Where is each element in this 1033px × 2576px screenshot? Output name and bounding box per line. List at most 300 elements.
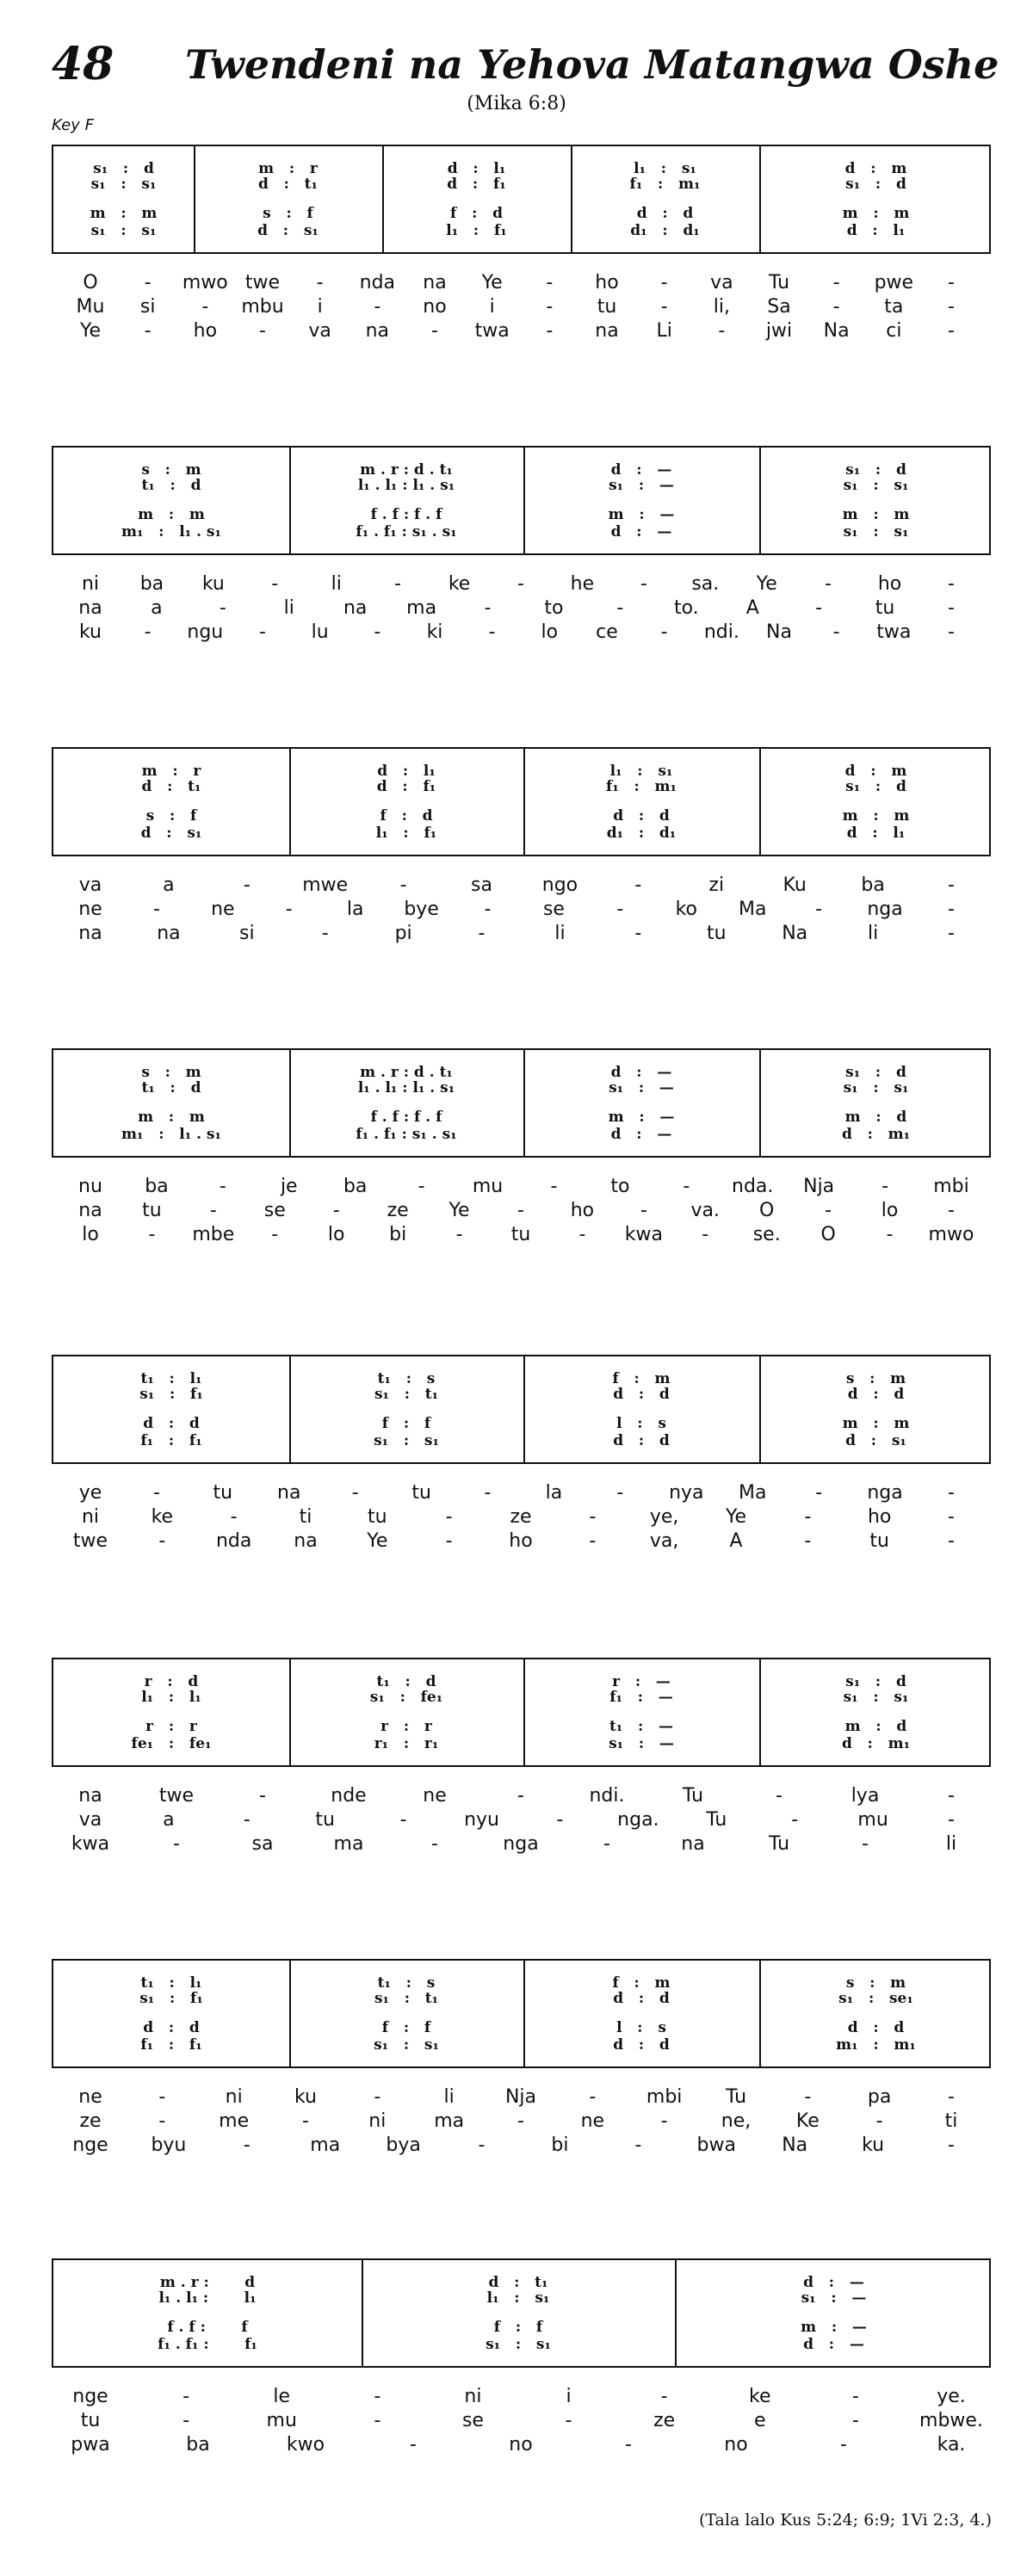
syllable-hyphen: - <box>243 1809 251 1831</box>
syllable: na <box>423 272 447 293</box>
syllable: li <box>283 597 294 619</box>
solfa-part-3: d : d <box>143 2019 200 2036</box>
solfa-part-2: l₁ . l₁ : l₁ <box>158 2289 257 2307</box>
syllable-hyphen: - <box>948 2134 955 2156</box>
syllable: i <box>317 296 323 318</box>
syllable-hyphen: - <box>948 1482 955 1504</box>
syllable-hyphen: - <box>517 573 524 595</box>
solfa-part-4: l₁ : f₁ <box>375 825 437 842</box>
syllable: pwe <box>874 272 914 293</box>
syllable: ci <box>886 320 902 342</box>
solfa-part-4: s₁ : s₁ <box>374 2036 439 2054</box>
syllable: byu <box>151 2134 187 2156</box>
key-signature: Key F <box>52 116 94 134</box>
syllable-hyphen: - <box>948 1809 955 1831</box>
syllable-hyphen: - <box>173 1833 180 1855</box>
syllable-hyphen: - <box>219 597 226 619</box>
lyric-line-verse-2 <box>52 296 991 322</box>
syllable: li, <box>713 296 730 318</box>
solfa-part-3: d : d <box>613 807 670 825</box>
syllable: Na <box>766 621 792 643</box>
syllable-hyphen: - <box>832 296 840 318</box>
syllable-hyphen: - <box>948 923 955 944</box>
syllable-hyphen: - <box>182 2386 190 2407</box>
syllable-hyphen: - <box>881 1176 889 1197</box>
syllable: ba <box>343 1176 368 1197</box>
syllable-hyphen: - <box>825 1200 832 1221</box>
syllable-hyphen: - <box>484 899 492 920</box>
syllable: twe <box>158 1785 195 1807</box>
solfa-part-1: t₁ : l₁ <box>140 1370 202 1387</box>
solfa-part-3: t₁ : — <box>609 1718 674 1735</box>
solfa-part-1: l₁ : s₁ <box>634 160 696 177</box>
syllable-hyphen: - <box>410 2434 417 2456</box>
solfa-part-3: m : — <box>608 1109 675 1126</box>
syllable: nga <box>867 1482 903 1504</box>
syllable: sa. <box>691 573 720 595</box>
syllable: ce <box>596 621 618 643</box>
syllable: ma <box>434 2110 465 2132</box>
solfa-part-2: f₁ : — <box>609 1689 673 1706</box>
syllable: Tu <box>682 1785 704 1807</box>
syllable: na <box>294 1530 318 1552</box>
syllable-hyphen: - <box>948 1530 955 1552</box>
syllable: ngo <box>541 874 578 896</box>
solfa-part-2: t₁ : d <box>141 477 201 494</box>
syllable: Ye <box>448 1200 470 1221</box>
syllable: lu <box>311 621 329 643</box>
solfa-part-4: m₁ : l₁ . s₁ <box>121 523 221 541</box>
syllable-hyphen: - <box>702 1224 709 1245</box>
syllable-hyphen: - <box>886 1224 894 1245</box>
solfa-part-4: s₁ : s₁ <box>90 222 157 239</box>
syllable-hyphen: - <box>804 1530 812 1552</box>
syllable: ko <box>675 899 698 920</box>
syllable: ti <box>299 1506 312 1528</box>
syllable: ta <box>884 296 904 318</box>
syllable: nga. <box>617 1809 659 1831</box>
syllable: Sa <box>767 296 791 318</box>
lyric-line-verse-2 <box>52 597 991 623</box>
syllable-hyphen: - <box>634 2134 642 2156</box>
syllable: i <box>566 2386 572 2407</box>
syllable-hyphen: - <box>589 1530 597 1552</box>
syllable-hyphen: - <box>374 296 381 318</box>
score-system <box>52 1658 991 1767</box>
syllable: bi <box>389 1224 407 1245</box>
syllable: va <box>308 320 331 342</box>
syllable: Ye <box>79 320 102 342</box>
syllable: na <box>78 923 102 944</box>
syllable-hyphen: - <box>158 1530 166 1552</box>
syllable: me <box>219 2110 250 2132</box>
syllable-hyphen: - <box>875 2110 883 2132</box>
syllable: tu <box>875 597 895 619</box>
solfa-part-4: d : s₁ <box>257 222 319 239</box>
syllable: twa <box>474 320 510 342</box>
syllable-hyphen: - <box>948 320 955 342</box>
footer-references: (Tala lalo Kus 5:24; 6:9; 1Vi 2:3, 4.) <box>698 2511 992 2530</box>
syllable: li <box>443 2086 455 2108</box>
score-system <box>52 2258 991 2368</box>
syllable: na <box>78 597 102 619</box>
syllable-hyphen: - <box>948 1506 955 1528</box>
lyric-line-verse-3 <box>52 1833 991 1859</box>
solfa-part-4: f₁ . f₁ : f₁ <box>158 2336 257 2353</box>
solfa-part-2: s₁ : — <box>801 2289 867 2307</box>
syllable: bya <box>386 2134 421 2156</box>
syllable: ba <box>861 874 885 896</box>
syllable: va <box>78 874 102 896</box>
syllable: Ye <box>367 1530 388 1552</box>
syllable: twa <box>876 621 912 643</box>
syllable-hyphen: - <box>243 2134 251 2156</box>
syllable: ni <box>368 2110 387 2132</box>
syllable: le <box>273 2386 291 2407</box>
syllable: Na <box>782 923 808 944</box>
syllable: a <box>163 874 175 896</box>
syllable-hyphen: - <box>550 1176 558 1197</box>
syllable: nge <box>72 2134 108 2156</box>
solfa-part-1: m . r : d <box>159 2274 256 2291</box>
solfa-part-2: s₁ : f₁ <box>139 1990 203 2007</box>
syllable: ke <box>749 2386 771 2407</box>
syllable: ne <box>580 2110 605 2132</box>
syllable: no <box>423 296 447 318</box>
syllable-hyphen: - <box>625 2434 632 2456</box>
solfa-part-3: m : — <box>801 2319 867 2336</box>
solfa-part-4: s₁ : s₁ <box>374 1432 439 1449</box>
syllable-hyphen: - <box>640 1200 647 1221</box>
lyric-line-verse-2 <box>52 1506 991 1532</box>
syllable-hyphen: - <box>271 1224 279 1245</box>
solfa-part-1: s : m <box>141 1064 201 1081</box>
solfa-part-1: s : m <box>845 1974 906 1992</box>
syllable: mbe <box>192 1224 235 1245</box>
syllable: ne <box>423 1785 447 1807</box>
hymn-title: Twendeni na Yehova Matangwa Oshe <box>185 41 999 88</box>
solfa-part-1: d : — <box>610 1064 672 1081</box>
syllable: ye. <box>937 2386 966 2407</box>
syllable-hyphen: - <box>478 2134 486 2156</box>
syllable-hyphen: - <box>351 1482 359 1504</box>
syllable-hyphen: - <box>321 923 329 944</box>
syllable: zi <box>708 874 725 896</box>
solfa-part-2: s₁ : s₁ <box>843 1689 909 1706</box>
lyric-line-verse-3 <box>52 2134 991 2160</box>
syllable: ma <box>310 2134 341 2156</box>
syllable: ka. <box>937 2434 966 2456</box>
solfa-part-1: f : m <box>612 1974 671 1992</box>
syllable: nga <box>503 1833 539 1855</box>
syllable: nyu <box>464 1809 499 1831</box>
syllable: twe <box>244 272 281 293</box>
solfa-part-4: m₁ : m₁ <box>836 2036 916 2054</box>
syllable: nu <box>78 1176 102 1197</box>
solfa-part-3: l : s <box>616 2019 666 2036</box>
score-system <box>52 446 991 555</box>
solfa-part-1: s₁ : d <box>845 1064 906 1081</box>
score-system <box>52 747 991 856</box>
syllable-hyphen: - <box>634 923 642 944</box>
lyric-line-verse-3 <box>52 923 991 948</box>
syllable: mwo <box>928 1224 974 1245</box>
syllable: kwa <box>71 1833 110 1855</box>
solfa-part-1: d : l₁ <box>377 763 436 780</box>
solfa-part-2: l₁ : l₁ <box>141 1689 201 1706</box>
syllable-hyphen: - <box>271 573 279 595</box>
syllable: ni <box>464 2386 482 2407</box>
syllable: na <box>343 597 368 619</box>
syllable: lo <box>327 1224 345 1245</box>
syllable: bwa <box>696 2134 736 2156</box>
syllable: la <box>346 899 364 920</box>
syllable: tu <box>142 1200 162 1221</box>
syllable: ku <box>294 2086 318 2108</box>
syllable: O <box>759 1200 775 1221</box>
syllable: tu <box>706 923 727 944</box>
solfa-part-3: m : m <box>138 506 205 523</box>
syllable: Na <box>823 320 850 342</box>
syllable: nda <box>359 272 396 293</box>
syllable: O <box>83 272 98 293</box>
hymn-number: 48 <box>52 38 114 90</box>
syllable-hyphen: - <box>948 1785 955 1807</box>
solfa-part-3: m : m <box>138 1109 205 1126</box>
syllable-hyphen: - <box>776 1785 782 1807</box>
syllable: ba <box>139 573 164 595</box>
syllable-hyphen: - <box>285 899 293 920</box>
syllable: lya <box>851 1785 880 1807</box>
syllable-hyphen: - <box>144 320 152 342</box>
syllable-hyphen: - <box>815 899 823 920</box>
syllable-hyphen: - <box>445 1530 453 1552</box>
lyric-line-verse-2 <box>52 2410 991 2436</box>
scripture-reference: (Mika 6:8) <box>467 93 566 114</box>
solfa-part-4: d : s₁ <box>140 825 202 842</box>
syllable-hyphen: - <box>640 573 647 595</box>
solfa-part-4: s₁ : s₁ <box>843 523 909 541</box>
syllable: a <box>163 1809 175 1831</box>
syllable-hyphen: - <box>616 597 624 619</box>
syllable: no <box>509 2434 533 2456</box>
syllable: Li <box>656 320 672 342</box>
syllable: to <box>544 597 564 619</box>
syllable: Ye <box>481 272 503 293</box>
syllable: A <box>745 597 759 619</box>
syllable: i <box>489 296 495 318</box>
syllable-hyphen: - <box>182 2410 190 2431</box>
syllable-hyphen: - <box>546 320 554 342</box>
syllable-hyphen: - <box>589 1506 597 1528</box>
syllable: mbu <box>241 296 284 318</box>
syllable: ho <box>570 1200 595 1221</box>
syllable: se <box>461 2410 484 2431</box>
lyric-line-verse-1 <box>52 1785 991 1811</box>
solfa-part-3: d : d <box>847 2019 905 2036</box>
syllable: mwo <box>182 272 228 293</box>
syllable-hyphen: - <box>718 320 726 342</box>
solfa-part-4: s₁ : s₁ <box>486 2336 551 2353</box>
syllable: Tu <box>706 1809 727 1831</box>
solfa-part-2: d : f₁ <box>447 176 506 193</box>
syllable-hyphen: - <box>243 874 251 896</box>
solfa-part-2: s₁ : t₁ <box>374 1386 439 1403</box>
solfa-part-2: f₁ : m₁ <box>629 176 701 193</box>
syllable: se <box>542 899 565 920</box>
solfa-part-4: f₁ . f₁ : s₁ . s₁ <box>356 1126 457 1143</box>
solfa-part-1: d : — <box>610 461 672 479</box>
syllable: Ke <box>795 2110 820 2132</box>
solfa-part-1: s₁ : d <box>93 160 154 177</box>
syllable: nda. <box>732 1176 774 1197</box>
syllable-hyphen: - <box>431 320 438 342</box>
solfa-part-1: d : t₁ <box>488 2274 548 2291</box>
syllable: e <box>753 2410 766 2431</box>
syllable: na <box>595 320 619 342</box>
syllable: Ye <box>756 573 777 595</box>
syllable: ni <box>225 2086 243 2108</box>
solfa-part-3: f : f <box>381 2019 431 2036</box>
syllable: Ma <box>738 899 767 920</box>
solfa-part-1: t₁ : s <box>377 1370 436 1387</box>
lyric-line-verse-1 <box>52 2086 991 2112</box>
lyric-line-verse-1 <box>52 1482 991 1508</box>
syllable: je <box>280 1176 298 1197</box>
syllable: ze <box>79 2110 102 2132</box>
syllable: tu <box>213 1482 233 1504</box>
syllable: va, <box>649 1530 679 1552</box>
syllable: mu <box>857 1809 888 1831</box>
syllable: li <box>867 923 879 944</box>
syllable: ne <box>78 2086 102 2108</box>
syllable: a <box>151 597 163 619</box>
syllable-hyphen: - <box>455 1224 463 1245</box>
solfa-part-2: l₁ . l₁ : l₁ . s₁ <box>357 1079 455 1096</box>
solfa-part-1: s₁ : d <box>845 1673 906 1690</box>
syllable-hyphen: - <box>484 1482 492 1504</box>
score-system <box>52 1959 991 2068</box>
syllable-hyphen: - <box>152 899 160 920</box>
solfa-part-4: d : — <box>610 1126 672 1143</box>
solfa-part-2: l₁ . l₁ : l₁ . s₁ <box>357 477 455 494</box>
solfa-part-2: d : t₁ <box>258 176 318 193</box>
score-system <box>52 1048 991 1158</box>
solfa-part-4: d₁ : d₁ <box>630 222 700 239</box>
solfa-part-3: m : m <box>842 506 910 523</box>
solfa-part-4: d : m₁ <box>841 1126 911 1143</box>
syllable-hyphen: - <box>634 874 642 896</box>
syllable-hyphen: - <box>259 621 266 643</box>
syllable-hyphen: - <box>230 1506 238 1528</box>
syllable: tu <box>597 296 617 318</box>
lyric-line-verse-1 <box>52 573 991 599</box>
solfa-part-4: m₁ : l₁ . s₁ <box>121 1126 221 1143</box>
syllable: Ku <box>782 874 807 896</box>
solfa-part-3: f : f <box>381 1415 431 1432</box>
syllable: sa <box>471 874 493 896</box>
syllable-hyphen: - <box>616 899 624 920</box>
solfa-part-4: fe₁ : fe₁ <box>131 1735 212 1752</box>
solfa-part-4: f₁ . f₁ : s₁ . s₁ <box>356 523 457 541</box>
syllable: na <box>78 1200 102 1221</box>
solfa-part-2: d : t₁ <box>141 778 201 795</box>
syllable: na <box>365 320 390 342</box>
syllable: Ye <box>725 1506 747 1528</box>
syllable: ba <box>186 2434 210 2456</box>
syllable-hyphen: - <box>660 2386 668 2407</box>
syllable: ni <box>81 1506 100 1528</box>
syllable: ni <box>81 573 100 595</box>
syllable-hyphen: - <box>815 597 823 619</box>
solfa-part-3: s : f <box>145 807 197 825</box>
syllable-hyphen: - <box>683 1176 690 1197</box>
syllable: ngu <box>187 621 224 643</box>
syllable-hyphen: - <box>603 1833 610 1855</box>
syllable: mu <box>472 1176 504 1197</box>
syllable: nde <box>331 1785 367 1807</box>
syllable: tu <box>869 1530 889 1552</box>
syllable-hyphen: - <box>418 1176 425 1197</box>
score-system <box>52 1355 991 1464</box>
solfa-part-2: s₁ : d <box>845 778 906 795</box>
solfa-part-1: m . r : d . t₁ <box>360 461 453 479</box>
lyric-line-verse-2 <box>52 1809 991 1835</box>
solfa-part-3: f : d <box>450 205 503 222</box>
solfa-part-3: f . f : f <box>167 2319 248 2336</box>
syllable: A <box>729 1530 743 1552</box>
syllable: mbwe. <box>919 2410 983 2431</box>
syllable-hyphen: - <box>517 1785 524 1807</box>
syllable: ho <box>867 1506 892 1528</box>
solfa-part-3: f . f : f . f <box>370 1109 442 1126</box>
syllable-hyphen: - <box>374 2086 381 2108</box>
lyric-line-verse-3 <box>52 1224 991 1250</box>
syllable: ma <box>406 597 437 619</box>
syllable-hyphen: - <box>302 2110 309 2132</box>
solfa-part-1: m : r <box>141 763 201 780</box>
syllable-hyphen: - <box>445 1506 453 1528</box>
lyric-line-verse-3 <box>52 2434 991 2460</box>
syllable: bye <box>404 899 439 920</box>
syllable-hyphen: - <box>259 320 266 342</box>
syllable-hyphen: - <box>815 1482 823 1504</box>
solfa-part-3: m : — <box>608 506 675 523</box>
syllable: mwe <box>302 874 349 896</box>
syllable-hyphen: - <box>374 2410 381 2431</box>
syllable: ke <box>448 573 471 595</box>
solfa-part-3: r : r <box>380 1718 432 1735</box>
solfa-part-1: r : — <box>612 1673 671 1690</box>
syllable-hyphen: - <box>517 2110 524 2132</box>
syllable: tu <box>510 1224 531 1245</box>
syllable: si <box>139 296 156 318</box>
solfa-part-3: r : r <box>145 1718 197 1735</box>
syllable-hyphen: - <box>394 573 402 595</box>
syllable-hyphen: - <box>589 2086 597 2108</box>
syllable-hyphen: - <box>488 621 496 643</box>
syllable: Tu <box>725 2086 747 2108</box>
syllable-hyphen: - <box>825 573 832 595</box>
syllable-hyphen: - <box>209 1200 217 1221</box>
solfa-part-4: d : m₁ <box>841 1735 911 1752</box>
syllable-hyphen: - <box>660 296 668 318</box>
syllable-hyphen: - <box>948 1200 955 1221</box>
lyric-line-verse-1 <box>52 1176 991 1202</box>
solfa-part-2: l₁ : s₁ <box>486 2289 550 2307</box>
syllable-hyphen: - <box>158 2086 166 2108</box>
syllable-hyphen: - <box>948 597 955 619</box>
